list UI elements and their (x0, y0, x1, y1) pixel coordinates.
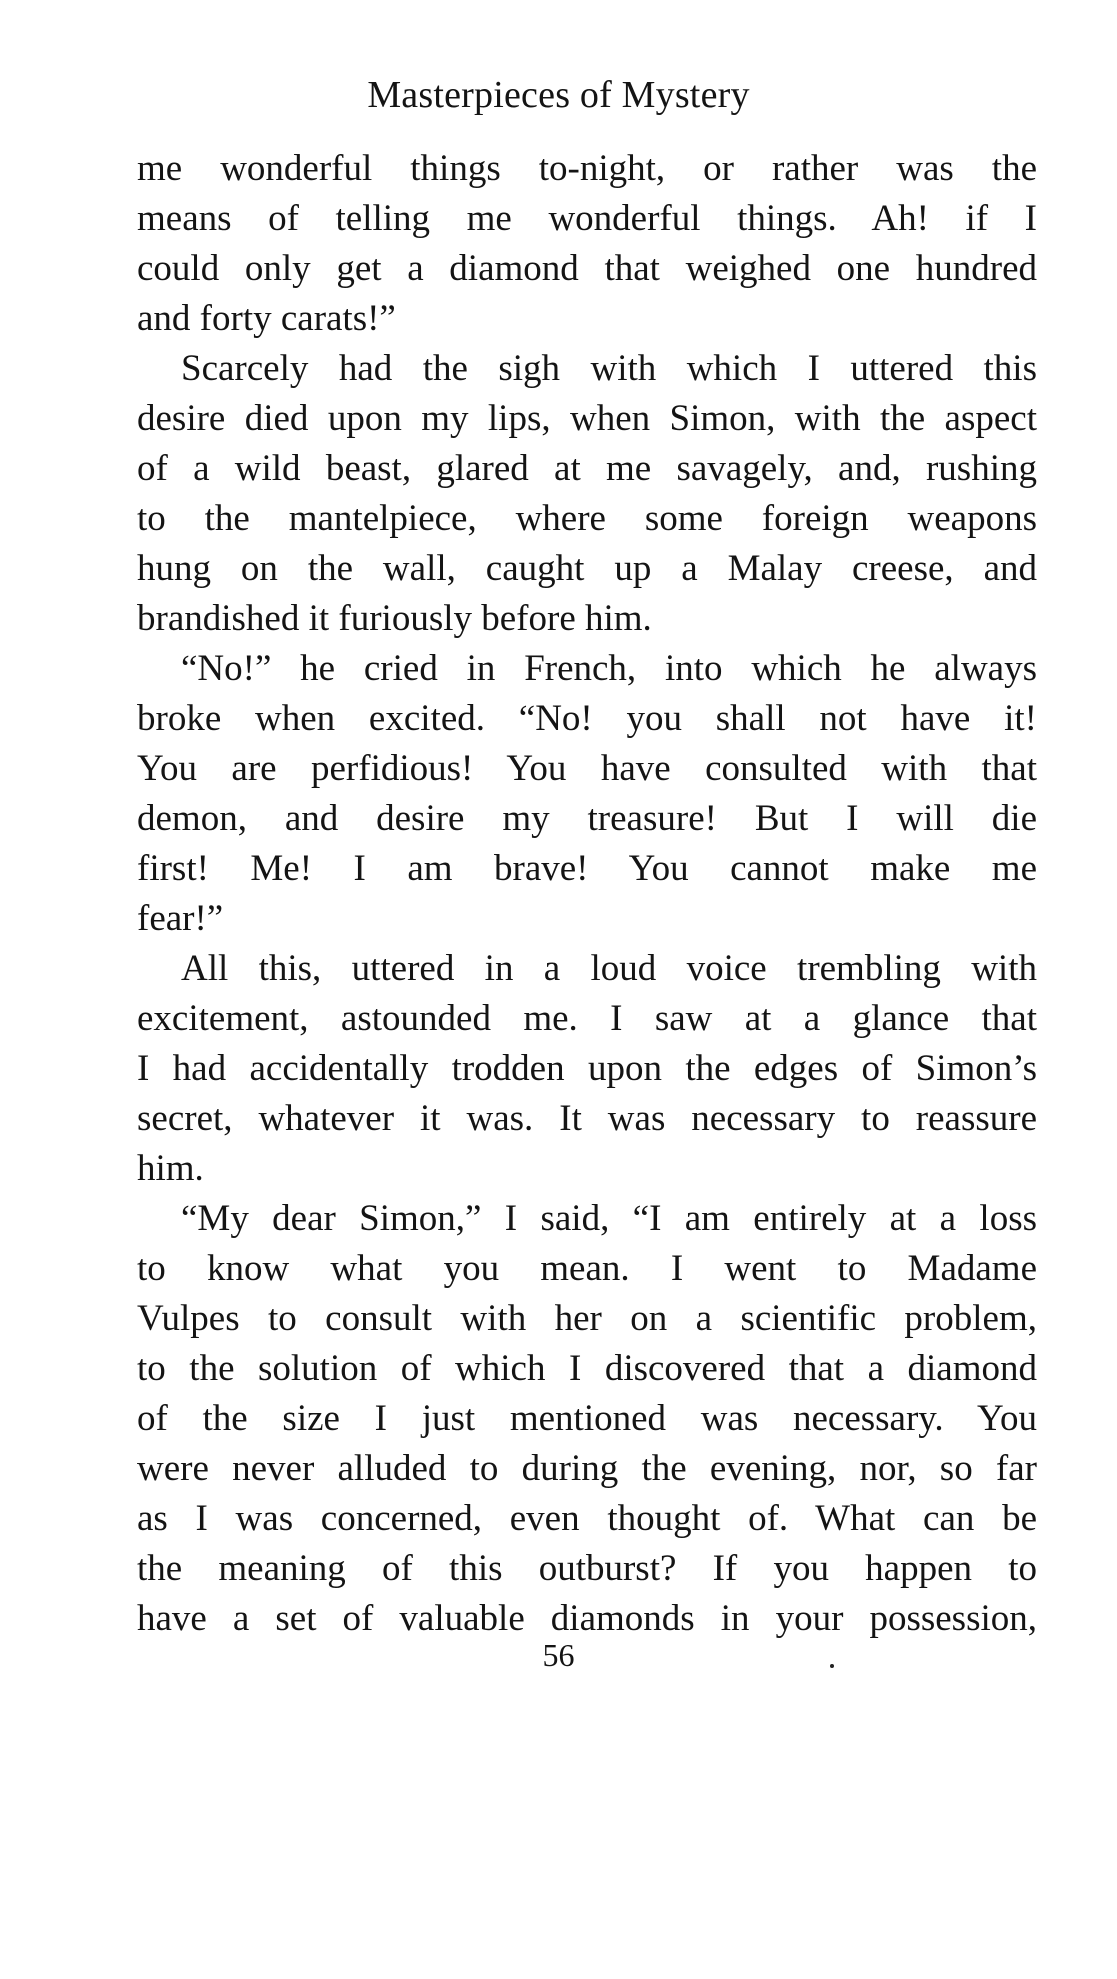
text-line: Scarcely had the sigh with which I uttered this (181, 348, 1037, 389)
text-line: first! Me! I am brave! You cannot make me (137, 848, 1037, 889)
text-line: All this, uttered in a loud voice trembling with (181, 948, 1037, 989)
text-line: “No!” he cried in French, into which he always (181, 648, 1037, 689)
text-line: hung on the wall, caught up a Malay creese, and (137, 548, 1037, 589)
text-line: I had accidentally trodden upon the edges of Simon’s (137, 1048, 1037, 1089)
text-line: “My dear Simon,” I said, “I am entirely at a loss (181, 1198, 1037, 1239)
paragraph (137, 944, 1037, 1194)
text-line: of the size I just mentioned was necessary. You (137, 1398, 1037, 1439)
text-line: to the solution of which I discovered that a diamond (137, 1348, 1037, 1389)
paragraph (137, 1194, 1037, 1644)
text-line: me wonderful things to-night, or rather was the (137, 148, 1037, 189)
text-line: to the mantelpiece, where some foreign weapons (137, 498, 1037, 539)
paragraph (137, 644, 1037, 944)
text-line: were never alluded to during the evening, nor, so far (137, 1448, 1037, 1489)
text-line: means of telling me wonderful things. Ah! if I (137, 198, 1037, 239)
text-line: You are perfidious! You have consulted with that (137, 748, 1037, 789)
text-line: him. (137, 1148, 204, 1189)
text-line: have a set of valuable diamonds in your possession, (137, 1598, 1037, 1639)
text-line: as I was concerned, even thought of. What can be (137, 1498, 1037, 1539)
page-number: 56 (542, 1637, 575, 1673)
text-line: demon, and desire my treasure! But I will die (137, 798, 1037, 839)
text-line: fear!” (137, 898, 224, 939)
text-line: Vulpes to consult with her on a scientific problem, (137, 1298, 1037, 1339)
running-head: Masterpieces of Mystery (367, 74, 750, 116)
text-line: to know what you mean. I went to Madame (137, 1248, 1037, 1289)
text-line: brandished it furiously before him. (137, 598, 652, 639)
text-line: the meaning of this outburst? If you happen to (137, 1548, 1037, 1589)
text-line: could only get a diamond that weighed one hundred (137, 248, 1037, 289)
text-line: broke when excited. “No! you shall not have it! (137, 698, 1037, 739)
text-line: and forty carats!” (137, 298, 396, 339)
paragraph (137, 144, 1037, 344)
text-line: excitement, astounded me. I saw at a glance that (137, 998, 1037, 1039)
body-text (137, 144, 1037, 1644)
ink-speck (830, 1664, 834, 1668)
text-line: of a wild beast, glared at me savagely, and, rushing (137, 448, 1037, 489)
text-line: desire died upon my lips, when Simon, with the aspect (137, 398, 1037, 439)
paragraph (137, 344, 1037, 644)
text-line: secret, whatever it was. It was necessary to reassure (137, 1098, 1037, 1139)
